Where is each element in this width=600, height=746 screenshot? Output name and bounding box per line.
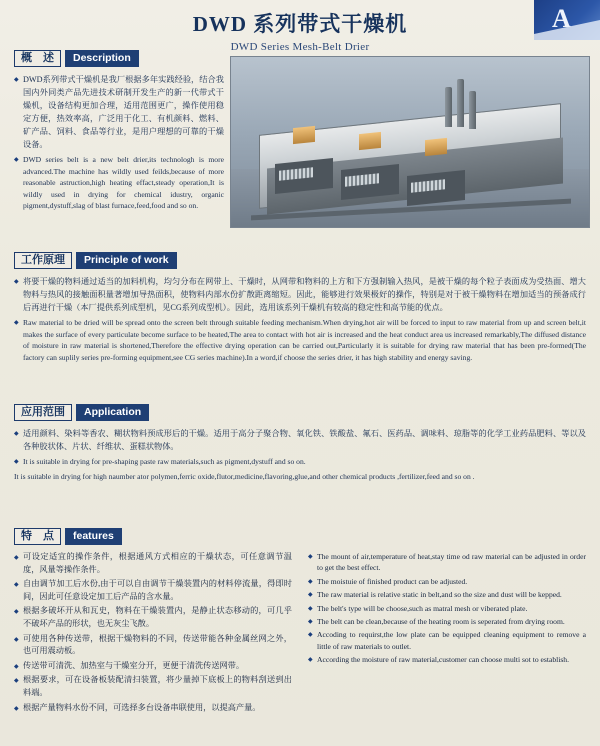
feature-item: ◆ According the moisture of raw material,customer can choose multi sot to establish. [308, 654, 586, 665]
description-heading [14, 50, 224, 67]
application-heading-en: Application [76, 404, 149, 421]
feature-item: ◆ 根据多破坏开从和瓦史，物料在干燥装置内，是静止状态移动的，可几乎不破坏产品的形状，也无灰尘飞散。 [14, 605, 292, 630]
feature-item: ◆ 可使用各种传送带，根据干燥物料的不同，传送带能各种金属丝网之外，也可用震动板。 [14, 633, 292, 658]
section-principle [14, 252, 586, 366]
section-description [14, 50, 224, 215]
features-column-cn [14, 551, 292, 716]
principle-heading-cn: 工作原理 [14, 252, 72, 269]
feature-item: ◆ 可设定适宜的操作条件，根据通风方式相应的干燥状态，可任意调节温度，风量等操作条件。 [14, 551, 292, 576]
features-columns [14, 551, 586, 716]
description-paragraph-en: ◆ DWD series belt is a new belt drier,its technologh is more advanced.The machine has wildly used feilds,because of more reasonable astruction,high heating effact,steady operation,It is wildly used in drying for chemical idustry, organic pigment,dystuff,slag of blast furnace,feed,food and so on. [14, 154, 224, 212]
description-heading-cn: 概 述 [14, 50, 61, 67]
principle-heading-en: Principle of work [76, 252, 177, 269]
dryer-hood [425, 138, 447, 156]
feature-item: ◆ The belt can be clean,because of the heating room is seperated from drying room. [308, 616, 586, 627]
dryer-stack [469, 91, 476, 129]
dryer-hood [359, 132, 381, 150]
features-heading-cn: 特 点 [14, 528, 61, 545]
dryer-hood [293, 126, 315, 144]
logo-mark: A [552, 4, 569, 33]
feature-item: ◆ The mount of air,temperature of heat,stay time od raw material can be adjusted in order to get the best effect. [308, 551, 586, 574]
application-paragraph-cn: ◆ 适用颜料、染料等香农、糊状物料预成形后的干燥。适用于高分子聚合物、氧化铁、铁酸盐、氟石、医药品、调味料、琼脂等的化学工业药品肥料、等以及各种胶状体、片状、纤维状、蛋糕状物体。 [14, 427, 586, 453]
machine-photo [230, 56, 590, 228]
application-paragraph-en-2: It is suitable in drying for high naumber ator polymen,ferric oxide,flutor,medicine,flavoring,glue,and other chemical products ,fertilizer,feed and so on . [14, 471, 475, 481]
application-paragraph-en-1: ◆ It is suitable in drying for pre-shaping paste raw materials,such as pigment,dystuff and so on. [14, 456, 586, 468]
dryer-stack [445, 87, 452, 127]
feature-item: ◆ The moistuie of finished product can be adjusted. [308, 576, 586, 587]
page-subtitle: DWD Series Mesh-Belt Drier [230, 41, 370, 53]
dryer-stack [457, 79, 464, 127]
section-application [14, 404, 586, 485]
company-logo [534, 0, 600, 40]
features-heading [14, 528, 586, 545]
feature-item: ◆ Accoding to requirst,the low plate can be equipped cleaning equipment to remove a little of raw materials to outlet. [308, 629, 586, 652]
section-features [14, 528, 586, 716]
principle-paragraph-en: ◆ Raw material to be dried will be spread onto the screen belt through suitable feeding mechanism.When drying,hot air will be forced to input to raw material from up and screen belt,it makes the surface of every particulate become surface to be heated,The area to contact with hot air is increased and the heat conduct area us increased remarkably,The diffused distance of moisture in raw material is shortened,Therefore the effective drying operation can be carried out,Particularly it is suitable for drying raw material that has been pre-formed(The factory can suplily series pre-forming equipment,see CG series machine).In a word,if choose the series drier, it has high stability and energy saving. [14, 317, 586, 363]
feature-item: ◆ 根据产量物料水份不同，可选择多台设备串联使用，以提高产量。 [14, 702, 292, 715]
page-header [0, 0, 600, 53]
principle-heading [14, 252, 586, 269]
page-title: DWD 系列带式干燥机 [192, 12, 408, 36]
feature-item: ◆ 传送带可清洗、加热室与干燥室分开，更便于清洗传送网带。 [14, 660, 292, 673]
features-heading-en: features [65, 528, 122, 545]
feature-item: ◆ 自由调节加工后水份,由于可以自由调节干燥装置内的材料停流量，得即时间，因此可任意设定加工后产品的含水量。 [14, 578, 292, 603]
description-paragraph-cn: ◆ DWD系列带式干燥机是我厂根据多年实践经验，结合我国内外同类产品先进技术研制开发生产的新一代带式干燥机，设备结构更加合理，适用范围更广，操作使用稳定方便，热效率高，广泛用于化工、有机颜料、燃料、矿产品、饲料、食品等行业，是用户理想的可靠的干燥设备。 [14, 73, 224, 151]
application-heading [14, 404, 586, 421]
feature-item: ◆ The raw material is relative static in belt,and so the size and dust will be kepped. [308, 589, 586, 600]
features-column-en [308, 551, 586, 716]
application-heading-cn: 应用范围 [14, 404, 72, 421]
feature-item: ◆ The belt's type will be choose,such as matral mesh or viberated plate. [308, 603, 586, 614]
feature-item: ◆ 根据要求，可在设备板装配清扫装置，将少量掉下底板上的物料刮送到出料端。 [14, 674, 292, 699]
principle-paragraph-cn: ◆ 将要干燥的物料通过适当的加料机构，均匀分布在网带上、干燥时，从网带和物料的上方和下方强制输入热风，是被干燥的每个粒子表面成为受热面、增大物料与热风的接触面积量著增加导热面积，使物料内部水份扩散距离缩短。因此，能够进行效果极好的操作，特别是对于被干燥物料在增加适当的预备成行后再进行干燥（本厂提供系列成型机，见CG系列成型机）。因此，选用该系列干燥机有较高的稳定性和高节能的优点。 [14, 275, 586, 314]
description-heading-en: Description [65, 50, 139, 67]
